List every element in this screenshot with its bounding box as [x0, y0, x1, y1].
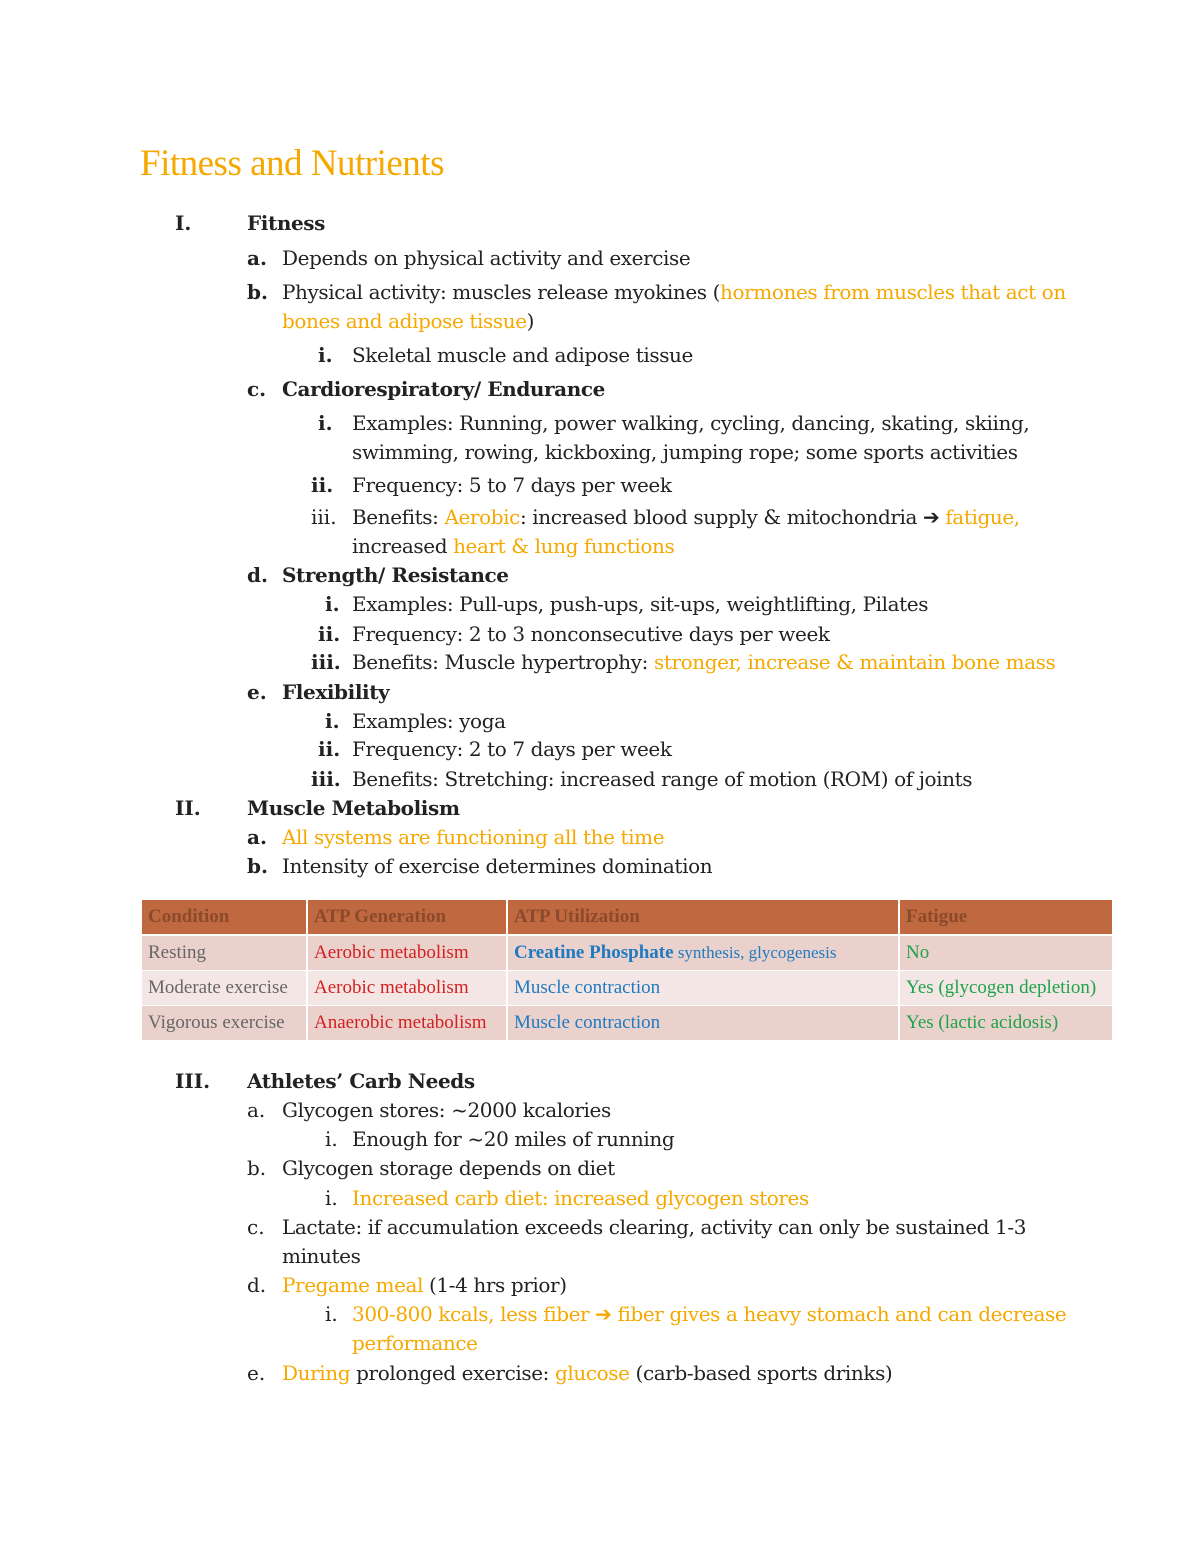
item-heading-strength: Strength/ Resistance: [282, 563, 509, 587]
arrow-right-icon: ➔: [595, 1302, 612, 1326]
table-cell: Resting: [142, 935, 307, 971]
subitem-text: Examples: Running, power walking, cycling, dancing, skating, skiing,: [352, 411, 1030, 435]
item-text: Glycogen storage depends on diet: [282, 1156, 615, 1180]
item-marker: b.: [247, 280, 268, 304]
subitem-text: Benefits: Muscle hypertrophy: stronger, increase & maintain bone mass: [352, 650, 1056, 674]
item-marker: a.: [247, 246, 267, 270]
table-row: [142, 935, 1113, 971]
item-marker: d.: [247, 1273, 267, 1297]
subitem-text: 300-800 kcals, less fiber ➔ fiber gives a heavy stomach and can decrease: [352, 1302, 1067, 1326]
item-text: Glycogen stores: ~2000 kcalories: [282, 1098, 611, 1122]
item-marker: e.: [247, 1361, 266, 1385]
highlight-text: bones and adipose tissue: [282, 309, 527, 333]
section-marker: III.: [175, 1069, 211, 1093]
subitem-text: Frequency: 2 to 7 days per week: [352, 737, 672, 761]
item-marker: a.: [247, 825, 267, 849]
arrow-right-icon: ➔: [922, 505, 940, 529]
subitem-marker: ii.: [318, 737, 341, 761]
item-text: All systems are functioning all the time: [282, 825, 665, 849]
item-text: Pregame meal (1-4 hrs prior): [282, 1273, 567, 1297]
subitem-text: Examples: Pull-ups, push-ups, sit-ups, weightlifting, Pilates: [352, 592, 929, 616]
item-heading-flexibility: Flexibility: [282, 680, 390, 704]
subitem-text: Frequency: 5 to 7 days per week: [352, 473, 672, 497]
item-text: During prolonged exercise: glucose (carb-based sports drinks): [282, 1361, 893, 1385]
item-text: Lactate: if accumulation exceeds clearing, activity can only be sustained 1-3: [282, 1215, 1027, 1239]
table-cell: Vigorous exercise: [142, 1006, 307, 1041]
subitem-marker: i.: [325, 1302, 338, 1326]
item-text-continued: minutes: [282, 1244, 361, 1268]
column-header: ATP Generation: [307, 900, 507, 935]
item-marker: d.: [247, 563, 268, 587]
subitem-marker: ii.: [318, 622, 341, 646]
table-header-row: [142, 900, 1113, 935]
subitem-marker: iii.: [311, 650, 341, 674]
section-marker: I.: [175, 211, 192, 235]
highlight-text: hormones from muscles that act on: [720, 280, 1066, 304]
subitem-marker: i.: [325, 1127, 338, 1151]
subitem-marker: iii.: [311, 505, 337, 529]
table-cell: Muscle contraction: [507, 1006, 899, 1041]
column-header: Condition: [142, 900, 307, 935]
item-text: Intensity of exercise determines domination: [282, 854, 713, 878]
item-marker: c.: [247, 1215, 265, 1239]
item-marker: a.: [247, 1098, 266, 1122]
item-heading-cardio: Cardiorespiratory/ Endurance: [282, 377, 605, 401]
section-heading-carb-needs: Athletes’ Carb Needs: [247, 1069, 475, 1093]
item-marker: e.: [247, 680, 267, 704]
table-cell: Moderate exercise: [142, 971, 307, 1006]
table-cell: Aerobic metabolism: [307, 971, 507, 1006]
section-heading-fitness: Fitness: [247, 211, 326, 235]
subitem-text: Benefits: Aerobic: increased blood supply & mitochondria ➔ fatigue,: [352, 505, 1020, 529]
table-row: [142, 1006, 1113, 1041]
item-marker: c.: [247, 377, 267, 401]
subitem-text-continued: increased heart & lung functions: [352, 534, 675, 558]
column-header: ATP Utilization: [507, 900, 899, 935]
table-cell: Aerobic metabolism: [307, 935, 507, 971]
subitem-marker: i.: [325, 1186, 338, 1210]
subitem-text-continued: performance: [352, 1331, 478, 1355]
item-text: Depends on physical activity and exercise: [282, 246, 691, 270]
page-title: Fitness and Nutrients: [140, 143, 444, 184]
atp-table: [142, 900, 1114, 1041]
item-text: Physical activity: muscles release myokines (hormones from muscles that act on: [282, 280, 1066, 304]
subitem-marker: ii.: [311, 473, 334, 497]
table-cell: Creatine Phosphate synthesis, glycogenesis: [507, 935, 899, 971]
subitem-marker: i.: [325, 709, 340, 733]
table-row: [142, 971, 1113, 1006]
subitem-text: Frequency: 2 to 3 nonconsecutive days per week: [352, 622, 830, 646]
subitem-text: Skeletal muscle and adipose tissue: [352, 343, 693, 367]
item-text-continued: bones and adipose tissue): [282, 309, 535, 333]
item-marker: b.: [247, 854, 268, 878]
subitem-text: Examples: yoga: [352, 709, 506, 733]
column-header: Fatigue: [899, 900, 1113, 935]
subitem-marker: i.: [318, 411, 333, 435]
subitem-marker: iii.: [311, 767, 341, 791]
table-cell: No: [899, 935, 1113, 971]
subitem-text: Enough for ~20 miles of running: [352, 1127, 675, 1151]
section-marker: II.: [175, 796, 201, 820]
section-heading-metabolism: Muscle Metabolism: [247, 796, 460, 820]
table-cell: Yes (lactic acidosis): [899, 1006, 1113, 1041]
subitem-text-continued: swimming, rowing, kickboxing, jumping rope; some sports activities: [352, 440, 1018, 464]
table-cell: Yes (glycogen depletion): [899, 971, 1113, 1006]
table-cell: Anaerobic metabolism: [307, 1006, 507, 1041]
table-cell: Muscle contraction: [507, 971, 899, 1006]
subitem-text: Benefits: Stretching: increased range of motion (ROM) of joints: [352, 767, 973, 791]
item-marker: b.: [247, 1156, 267, 1180]
subitem-marker: i.: [318, 343, 333, 367]
subitem-marker: i.: [325, 592, 340, 616]
subitem-text: Increased carb diet: increased glycogen stores: [352, 1186, 809, 1210]
